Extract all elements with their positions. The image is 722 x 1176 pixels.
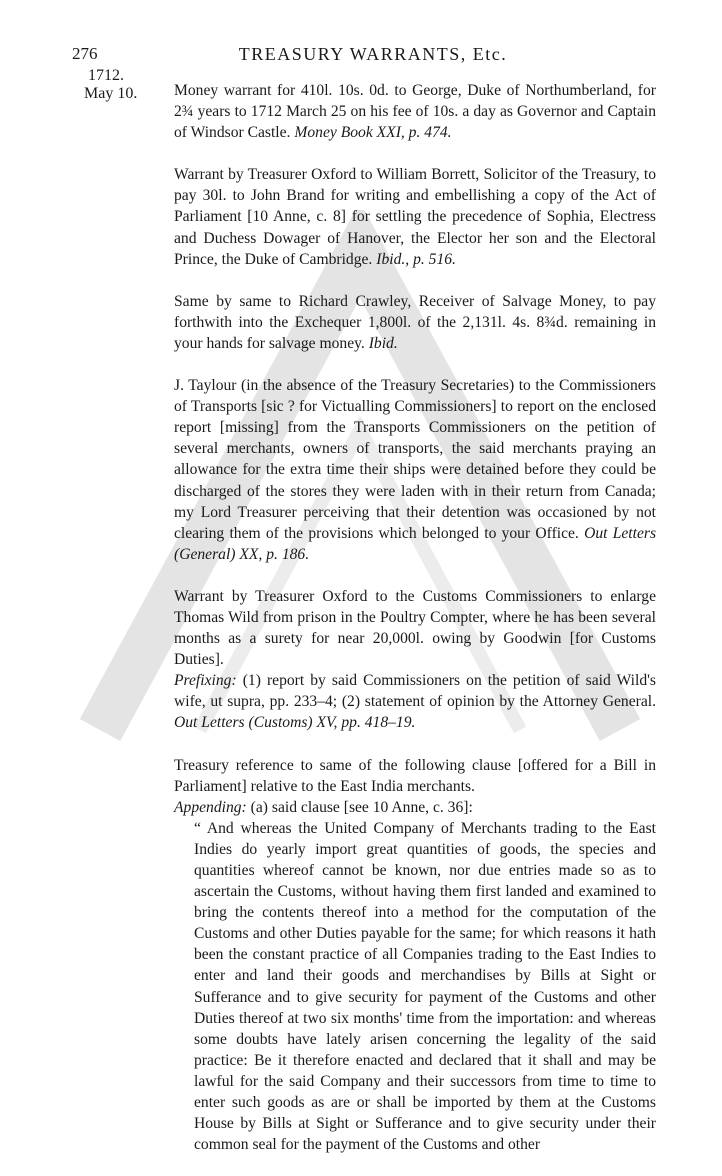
entry-reference: Ibid., p. 516. xyxy=(376,250,456,268)
margin-year: 1712. xyxy=(88,67,124,84)
entry-reference: Out Letters (Customs) XV, pp. 418–19. xyxy=(174,714,416,732)
entry-sub-text: (a) said clause [see 10 Anne, c. 36]: xyxy=(250,798,473,816)
entry-sub-text: (1) report by said Commissioners on the petition of said Wild's wife, ut supra, pp. 233–4; (2) statement of opinion by the Attorney General. xyxy=(174,672,656,711)
running-title: TREASURY WARRANTS, Etc. xyxy=(238,44,508,64)
page-header xyxy=(72,44,674,68)
entry-5 xyxy=(174,586,656,734)
entry-reference: Money Book XXI, p. 474. xyxy=(294,124,452,142)
document-body xyxy=(174,80,656,1176)
entry-sub-label: Appending: xyxy=(174,798,247,816)
entry-sub-label: Prefixing: xyxy=(174,672,237,690)
entry-reference: Ibid. xyxy=(368,334,398,352)
entry-4 xyxy=(174,375,656,565)
entry-text: Warrant by Treasurer Oxford to William Borrett, Solicitor of the Treasury, to pay 30l. to John Brand for writing and embellishing a copy of the Act of Parliament [10 Anne, c. 8] for settling the precedence of Sophia, Electress and Duchess Dowager of Hanover, the Elector her son and the Electoral Prince, the Duke of Cambridge. xyxy=(174,166,656,268)
entry-1 xyxy=(174,80,656,143)
quoted-clause: “ And whereas the United Company of Merchants trading to the East Indies do yearly import great quantities of goods, the species and quantities whereof cannot be known, nor due entries made so as to ascertain the Customs, without having them first landed and examined to bring the contents thereof into a method for the computation of the Customs and other Duties payable for the same; for which reasons it hath been the constant practice of all Companies trading to the East Indies to enter and land their goods and merchandises by Bills at Sight or Sufferance and to give security for payment of the Customs and other Duties thereof at two six months' time from the importation: and whereas some doubts have lately arisen concerning the legality of the said practice: Be it therefore enacted and declared that it shall and may be lawful for the said Company and their successors from time to time to enter such goods as are or shall be imported by them at the Customs House by Bills at Sight or Sufferance and to give security under their common seal for the payment of the Customs and other xyxy=(194,819,656,1154)
page-number: 276 xyxy=(72,44,98,63)
entry-3 xyxy=(174,291,656,354)
entry-text: Warrant by Treasurer Oxford to the Customs Commissioners to enlarge Thomas Wild from prison in the Poultry Compter, where he has been several months as a surety for near 20,000l. owing by Goodwin [for Customs Duties]. xyxy=(174,587,656,669)
entry-2 xyxy=(174,164,656,269)
entry-6 xyxy=(174,755,656,1156)
margin-date: May 10. xyxy=(84,85,138,102)
entry-reference: Out Letters (General) XX, p. 186. xyxy=(174,524,657,563)
entry-text: Same by same to Richard Crawley, Receiver of Salvage Money, to pay forthwith into the Exchequer 1,800l. of the 2,131l. 4s. 8¾d. remaining in your hands for salvage money. xyxy=(174,292,656,352)
entry-text: Money warrant for 410l. 10s. 0d. to George, Duke of Northumberland, for 2¾ years to 1712 March 25 on his fee of 10s. a day as Governor and Captain of Windsor Castle. xyxy=(174,82,656,142)
entry-text: Treasury reference to same of the following clause [offered for a Bill in Parliament] relative to the East India merchants. xyxy=(174,756,656,795)
entry-text: J. Taylour (in the absence of the Treasury Secretaries) to the Commissioners of Transports [sic ? for Victualling Commissioners] to report on the enclosed report [missing] from the Transports Commissioners on the petition of several merchants, owners of transports, the said merchants praying an allowance for the extra time their ships were detained before they could be discharged of the stores they were laden with in their return from Canada; my Lord Treasurer perceiving that their detention was occasioned by not clearing them of the provisions which belonged to your Office. xyxy=(174,377,656,542)
